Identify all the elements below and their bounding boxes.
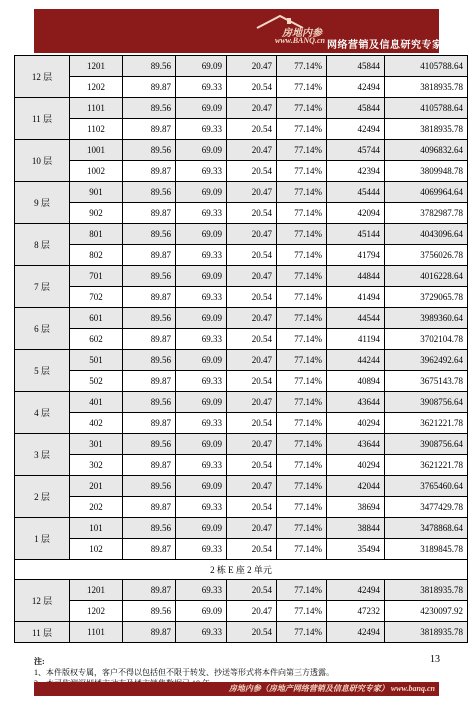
shared-area: 20.54 (227, 245, 277, 266)
gross-area: 89.87 (123, 371, 176, 392)
unit-number: 702 (70, 287, 123, 308)
inner-area: 69.33 (176, 580, 227, 601)
total-price: 4069964.64 (385, 182, 468, 203)
gross-area: 89.87 (123, 539, 176, 560)
inner-area: 69.09 (176, 350, 227, 371)
unit-number: 1201 (70, 56, 123, 77)
efficiency-rate: 77.14% (277, 182, 327, 203)
total-price: 3675143.78 (385, 371, 468, 392)
unit-number: 401 (70, 392, 123, 413)
efficiency-rate: 77.14% (277, 56, 327, 77)
brand-url: www.BANQ.cn (275, 36, 325, 45)
section-title: 2 栋 E 座 2 单元 (15, 560, 468, 580)
inner-area: 69.33 (176, 77, 227, 98)
unit-number: 102 (70, 539, 123, 560)
gross-area: 89.87 (123, 245, 176, 266)
unit-price: 41494 (327, 287, 385, 308)
floor-label: 6 层 (15, 308, 70, 350)
inner-area: 69.09 (176, 601, 227, 622)
floor-label: 2 层 (15, 476, 70, 518)
inner-area: 69.33 (176, 413, 227, 434)
gross-area: 89.56 (123, 266, 176, 287)
gross-area: 89.87 (123, 161, 176, 182)
gross-area: 89.87 (123, 413, 176, 434)
efficiency-rate: 77.14% (277, 245, 327, 266)
total-price: 4096832.64 (385, 140, 468, 161)
shared-area: 20.47 (227, 434, 277, 455)
unit-price: 45144 (327, 224, 385, 245)
table-row (15, 161, 468, 182)
inner-area: 69.09 (176, 266, 227, 287)
efficiency-rate: 77.14% (277, 434, 327, 455)
shared-area: 20.47 (227, 350, 277, 371)
unit-number: 201 (70, 476, 123, 497)
shared-area: 20.47 (227, 308, 277, 329)
shared-area: 20.54 (227, 161, 277, 182)
gross-area: 89.56 (123, 601, 176, 622)
unit-number: 902 (70, 203, 123, 224)
inner-area: 69.09 (176, 308, 227, 329)
footer-band: 房地内参（房地产网络营销及信息研究专家） www.banq.cn (34, 682, 439, 696)
table-row (15, 455, 468, 476)
unit-number: 1101 (70, 98, 123, 119)
efficiency-rate: 77.14% (277, 518, 327, 539)
unit-price: 42044 (327, 476, 385, 497)
unit-number: 1202 (70, 77, 123, 98)
inner-area: 69.33 (176, 119, 227, 140)
unit-price: 43644 (327, 434, 385, 455)
efficiency-rate: 77.14% (277, 329, 327, 350)
inner-area: 69.33 (176, 203, 227, 224)
total-price: 3765460.64 (385, 476, 468, 497)
shared-area: 20.54 (227, 287, 277, 308)
shared-area: 20.54 (227, 497, 277, 518)
unit-price: 44544 (327, 308, 385, 329)
shared-area: 20.54 (227, 371, 277, 392)
total-price: 3702104.78 (385, 329, 468, 350)
gross-area: 89.56 (123, 518, 176, 539)
shared-area: 20.47 (227, 224, 277, 245)
total-price: 3189845.78 (385, 539, 468, 560)
gross-area: 89.56 (123, 476, 176, 497)
unit-price: 43644 (327, 392, 385, 413)
header-title: 网络营销及信息研究专家 (327, 40, 443, 51)
gross-area: 89.87 (123, 77, 176, 98)
total-price: 3621221.78 (385, 413, 468, 434)
inner-area: 69.09 (176, 56, 227, 77)
table-row (15, 434, 468, 455)
gross-area: 89.56 (123, 56, 176, 77)
table-row (15, 119, 468, 140)
table-row (15, 77, 468, 98)
efficiency-rate: 77.14% (277, 622, 327, 643)
unit-price: 40294 (327, 455, 385, 476)
total-price: 3621221.78 (385, 455, 468, 476)
shared-area: 20.47 (227, 56, 277, 77)
table-row (15, 539, 468, 560)
floor-label: 10 层 (15, 140, 70, 182)
total-price: 3818935.78 (385, 77, 468, 98)
total-price: 3989360.64 (385, 308, 468, 329)
efficiency-rate: 77.14% (277, 77, 327, 98)
total-price: 3729065.78 (385, 287, 468, 308)
total-price: 3818935.78 (385, 622, 468, 643)
unit-price: 42494 (327, 580, 385, 601)
unit-price: 44244 (327, 350, 385, 371)
table-row (15, 622, 468, 643)
efficiency-rate: 77.14% (277, 308, 327, 329)
inner-area: 69.09 (176, 434, 227, 455)
gross-area: 89.56 (123, 140, 176, 161)
shared-area: 20.54 (227, 329, 277, 350)
efficiency-rate: 77.14% (277, 203, 327, 224)
total-price: 3962492.64 (385, 350, 468, 371)
shared-area: 20.54 (227, 203, 277, 224)
efficiency-rate: 77.14% (277, 539, 327, 560)
total-price: 4016228.64 (385, 266, 468, 287)
total-price: 4230097.92 (385, 601, 468, 622)
floor-label: 11 层 (15, 98, 70, 140)
gross-area: 89.56 (123, 392, 176, 413)
floor-label: 1 层 (15, 518, 70, 560)
inner-area: 69.09 (176, 392, 227, 413)
inner-area: 69.33 (176, 371, 227, 392)
table-row (15, 182, 468, 203)
unit-number: 701 (70, 266, 123, 287)
unit-number: 602 (70, 329, 123, 350)
section-row (15, 560, 468, 580)
total-price: 3818935.78 (385, 119, 468, 140)
unit-price: 41794 (327, 245, 385, 266)
page-number: 13 (430, 654, 440, 665)
unit-price: 42494 (327, 119, 385, 140)
shared-area: 20.47 (227, 601, 277, 622)
floor-label: 9 层 (15, 182, 70, 224)
inner-area: 69.09 (176, 98, 227, 119)
floor-label: 3 层 (15, 434, 70, 476)
total-price: 3908756.64 (385, 392, 468, 413)
efficiency-rate: 77.14% (277, 119, 327, 140)
table-row (15, 266, 468, 287)
floor-label: 7 层 (15, 266, 70, 308)
shared-area: 20.54 (227, 77, 277, 98)
total-price: 3477429.78 (385, 497, 468, 518)
table-row (15, 329, 468, 350)
efficiency-rate: 77.14% (277, 287, 327, 308)
unit-price: 45844 (327, 98, 385, 119)
gross-area: 89.87 (123, 287, 176, 308)
table-row (15, 580, 468, 601)
unit-price: 42394 (327, 161, 385, 182)
inner-area: 69.09 (176, 518, 227, 539)
gross-area: 89.56 (123, 434, 176, 455)
inner-area: 69.09 (176, 476, 227, 497)
unit-price: 40894 (327, 371, 385, 392)
unit-number: 301 (70, 434, 123, 455)
floor-label: 4 层 (15, 392, 70, 434)
unit-number: 1102 (70, 119, 123, 140)
unit-price: 40294 (327, 413, 385, 434)
gross-area: 89.87 (123, 580, 176, 601)
shared-area: 20.47 (227, 518, 277, 539)
inner-area: 69.33 (176, 329, 227, 350)
gross-area: 89.87 (123, 455, 176, 476)
total-price: 4043096.64 (385, 224, 468, 245)
price-table (14, 55, 468, 643)
table-row (15, 350, 468, 371)
efficiency-rate: 77.14% (277, 392, 327, 413)
total-price: 3818935.78 (385, 580, 468, 601)
table-row (15, 245, 468, 266)
table-row (15, 287, 468, 308)
efficiency-rate: 77.14% (277, 161, 327, 182)
table-row (15, 98, 468, 119)
shared-area: 20.47 (227, 476, 277, 497)
total-price: 3908756.64 (385, 434, 468, 455)
unit-price: 42494 (327, 77, 385, 98)
shared-area: 20.54 (227, 580, 277, 601)
unit-number: 802 (70, 245, 123, 266)
unit-number: 801 (70, 224, 123, 245)
unit-price: 45744 (327, 140, 385, 161)
unit-price: 47232 (327, 601, 385, 622)
unit-number: 1001 (70, 140, 123, 161)
inner-area: 69.33 (176, 539, 227, 560)
floor-label: 11 层 (15, 622, 70, 643)
floor-label: 5 层 (15, 350, 70, 392)
floor-label: 12 层 (15, 580, 70, 622)
unit-price: 42494 (327, 622, 385, 643)
inner-area: 69.33 (176, 455, 227, 476)
inner-area: 69.33 (176, 161, 227, 182)
gross-area: 89.56 (123, 350, 176, 371)
shared-area: 20.54 (227, 622, 277, 643)
brand-name: 房地内参 (282, 28, 322, 39)
unit-price: 41194 (327, 329, 385, 350)
total-price: 3782987.78 (385, 203, 468, 224)
unit-price: 42094 (327, 203, 385, 224)
shared-area: 20.54 (227, 539, 277, 560)
unit-price: 44844 (327, 266, 385, 287)
total-price: 3756026.78 (385, 245, 468, 266)
unit-price: 45844 (327, 56, 385, 77)
shared-area: 20.47 (227, 140, 277, 161)
efficiency-rate: 77.14% (277, 476, 327, 497)
table-row (15, 371, 468, 392)
efficiency-rate: 77.14% (277, 580, 327, 601)
unit-number: 302 (70, 455, 123, 476)
efficiency-rate: 77.14% (277, 224, 327, 245)
unit-number: 1101 (70, 622, 123, 643)
gross-area: 89.56 (123, 98, 176, 119)
total-price: 3478868.64 (385, 518, 468, 539)
total-price: 4105788.64 (385, 56, 468, 77)
total-price: 4105788.64 (385, 98, 468, 119)
floor-label: 8 层 (15, 224, 70, 266)
note-line-1: 1、本件版权专属，客户不得以包括但不限于转发、抄送等形式将本件向第三方透露。 (34, 668, 334, 677)
inner-area: 69.33 (176, 497, 227, 518)
inner-area: 69.09 (176, 224, 227, 245)
unit-number: 101 (70, 518, 123, 539)
unit-price: 45444 (327, 182, 385, 203)
unit-number: 601 (70, 308, 123, 329)
unit-price: 35494 (327, 539, 385, 560)
shared-area: 20.54 (227, 413, 277, 434)
table-row (15, 497, 468, 518)
unit-number: 901 (70, 182, 123, 203)
unit-number: 1202 (70, 601, 123, 622)
gross-area: 89.87 (123, 622, 176, 643)
inner-area: 69.09 (176, 182, 227, 203)
total-price: 3809948.78 (385, 161, 468, 182)
efficiency-rate: 77.14% (277, 266, 327, 287)
efficiency-rate: 77.14% (277, 350, 327, 371)
efficiency-rate: 77.14% (277, 140, 327, 161)
efficiency-rate: 77.14% (277, 371, 327, 392)
table-row (15, 518, 468, 539)
table-row (15, 308, 468, 329)
shared-area: 20.54 (227, 119, 277, 140)
table-row (15, 392, 468, 413)
table-row (15, 601, 468, 622)
gross-area: 89.56 (123, 182, 176, 203)
unit-number: 1201 (70, 580, 123, 601)
unit-number: 402 (70, 413, 123, 434)
efficiency-rate: 77.14% (277, 413, 327, 434)
gross-area: 89.87 (123, 203, 176, 224)
unit-number: 1002 (70, 161, 123, 182)
inner-area: 69.33 (176, 287, 227, 308)
unit-price: 38694 (327, 497, 385, 518)
table-row (15, 203, 468, 224)
inner-area: 69.09 (176, 140, 227, 161)
gross-area: 89.87 (123, 329, 176, 350)
unit-number: 502 (70, 371, 123, 392)
table-row (15, 476, 468, 497)
efficiency-rate: 77.14% (277, 601, 327, 622)
efficiency-rate: 77.14% (277, 98, 327, 119)
gross-area: 89.56 (123, 308, 176, 329)
table-row (15, 224, 468, 245)
efficiency-rate: 77.14% (277, 455, 327, 476)
shared-area: 20.47 (227, 392, 277, 413)
inner-area: 69.33 (176, 245, 227, 266)
unit-number: 202 (70, 497, 123, 518)
shared-area: 20.47 (227, 98, 277, 119)
notes-label: 注: (34, 657, 45, 666)
inner-area: 69.33 (176, 622, 227, 643)
table-row (15, 140, 468, 161)
shared-area: 20.47 (227, 266, 277, 287)
shared-area: 20.47 (227, 182, 277, 203)
gross-area: 89.87 (123, 119, 176, 140)
gross-area: 89.56 (123, 224, 176, 245)
table-row (15, 56, 468, 77)
unit-number: 501 (70, 350, 123, 371)
unit-price: 38844 (327, 518, 385, 539)
efficiency-rate: 77.14% (277, 497, 327, 518)
table-row (15, 413, 468, 434)
shared-area: 20.54 (227, 455, 277, 476)
floor-label: 12 层 (15, 56, 70, 98)
gross-area: 89.87 (123, 497, 176, 518)
